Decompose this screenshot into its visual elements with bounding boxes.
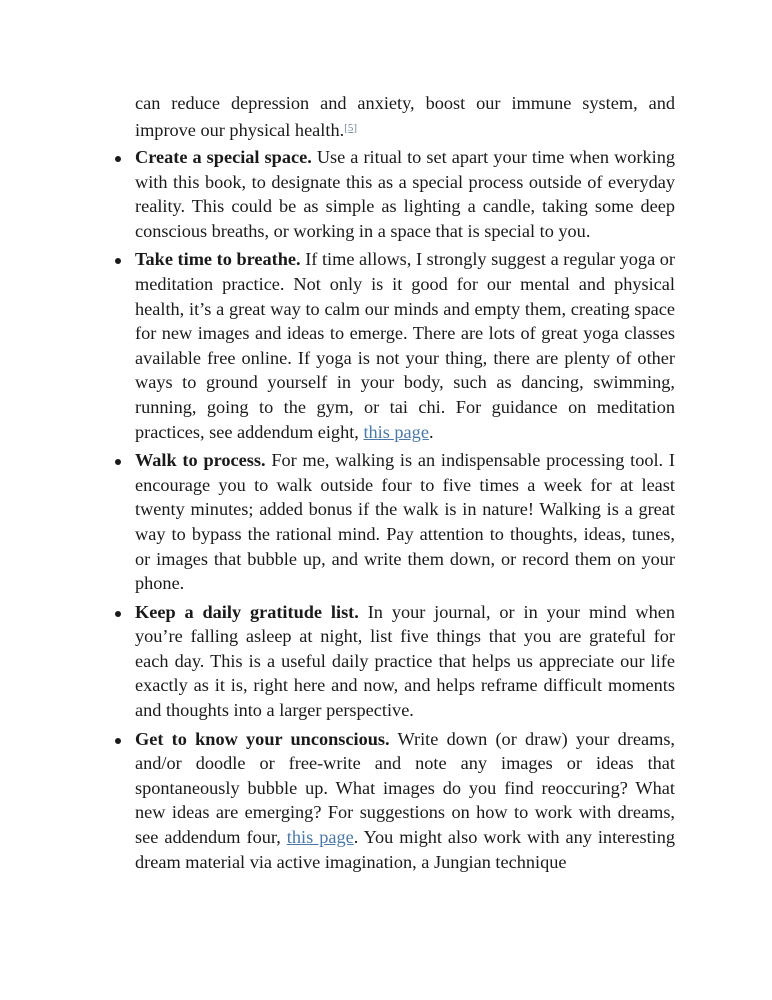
footnote-reference-link[interactable]: [5]: [344, 121, 357, 134]
list-item-create-special-space: [135, 145, 675, 243]
item-heading: Get to know your unconscious.: [135, 728, 390, 749]
item-heading: Walk to process.: [135, 450, 266, 471]
list-item-take-time-to-breathe: [135, 247, 675, 444]
item-tail: .: [428, 421, 434, 442]
list-item-walk-to-process: [135, 448, 675, 596]
this-page-link-addendum-four[interactable]: this page: [286, 827, 354, 848]
bullet-icon: [115, 459, 121, 465]
bullet-icon: [115, 156, 121, 162]
bullet-icon: [115, 258, 121, 264]
intro-text: can reduce depression and anxiety, boost our immune system, and improve our physical health.: [135, 93, 675, 140]
item-body: For me, walking is an indispensable processing tool. I encourage you to walk outside four to five times a week for at least twenty minutes; added bonus if the walk is in nature! Walking is a great way to bypass the rational mind. Pay attention to thoughts, ideas, tunes, or images that bubble up, and write them down, or record them on your phone.: [135, 450, 675, 594]
item-body: In your journal, or in your mind when you’re falling asleep at night, list five things that you are grateful for each day. This is a useful daily practice that helps us appreciate our life exactly as it is, right here and now, and helps reframe difficult moments and thoughts into a larger perspective.: [135, 601, 675, 721]
item-body: Write down (or draw) your dreams, and/or doodle or free-write and note any images or ideas that spontaneously bubble up. What images do you find reoccuring? What new ideas are emerging? For suggestions on how to work with dreams, see addendum four,: [135, 728, 675, 848]
item-heading: Keep a daily gratitude list.: [135, 601, 359, 622]
item-tail: . You might also work with any interesting dream material via active imagination, a Jungian technique: [135, 827, 676, 872]
bullet-icon: [115, 738, 121, 744]
item-body: If time allows, I strongly suggest a regular yoga or meditation practice. Not only is it good for our mental and physical health, it’s a great way to calm our minds and empty them, creating space for new images and ideas to emerge. There are lots of great yoga classes available free online. If yoga is not your thing, there are plenty of other ways to ground yourself in your body, such as dancing, swimming, running, going to the gym, or tai chi. For guidance on meditation practices, see addendum eight,: [135, 249, 676, 442]
item-body: Use a ritual to set apart your time when working with this book, to designate this as a special process outside of everyday reality. This could be as simple as lighting a candle, taking some deep conscious breaths, or working in a space that is special to you.: [135, 147, 675, 241]
intro-paragraph: [135, 91, 675, 142]
this-page-link-addendum-eight[interactable]: this page: [363, 421, 429, 442]
item-heading: Create a special space.: [135, 147, 312, 167]
list-item-daily-gratitude-list: [135, 600, 675, 723]
bullet-icon: [115, 611, 121, 617]
practice-list: [135, 145, 675, 878]
item-heading: Take time to breathe.: [135, 249, 301, 270]
list-item-know-your-unconscious: [135, 727, 675, 875]
